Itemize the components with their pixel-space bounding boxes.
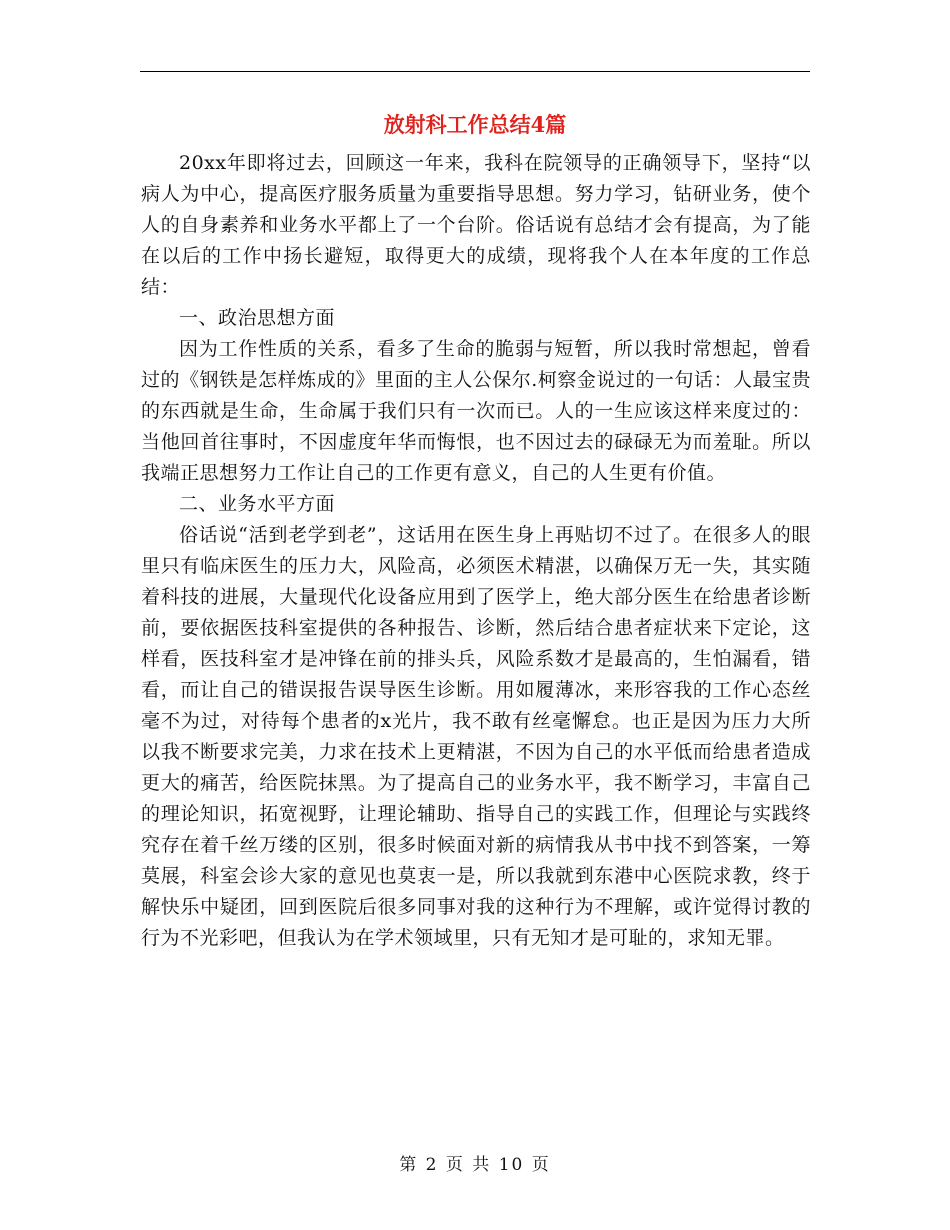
- skills-paragraph: 俗话说“活到老学到老”，这话用在医生身上再贴切不过了。在很多人的眼里只有临床医生的压力大，风险高，必须医术精湛，以确保万无一失，其实随着科技的进展，大量现代化设备应用到了医学上，绝大部分医生在给患者诊断前，要依据医技科室提供的各种报告、诊断，然后结合患者症状来下定论，这样看，医技科室才是冲锋在前的排头兵，风险系数才是最高的，生怕漏看，错看，而让自己的错误报告误导医生诊断。用如履薄冰，来形容我的工作心态丝毫不为过，对待每个患者的x光片，我不敢有丝毫懈怠。也正是因为压力大所以我不断要求完美，力求在技术上更精湛，不因为自己的水平低而给患者造成更大的痛苦，给医院抹黑。为了提高自己的业务水平，我不断学习，丰富自己的理论知识，拓宽视野，让理论辅助、指导自己的实践工作，但理论与实践终究存在着千丝万缕的区别，很多时候面对新的病情我从书中找不到答案，一筹莫展，科室会诊大家的意见也莫衷一是，所以我就到东港中心医院求教，终于解快乐中疑团，回到医院后很多同事对我的这种行为不理解，或许觉得讨教的行为不光彩吧，但我认为在学术领域里，只有无知才是可耻的，求知无罪。: [141, 524, 811, 949]
- politics-paragraph: 因为工作性质的关系，看多了生命的脆弱与短暂，所以我时常想起，曾看过的《钢铁是怎样炼成的》里面的主人公保尔.柯察金说过的一句话：人最宝贵的东西就是生命，生命属于我们只有一次而已。人的一生应该这样来度过的：当他回首往事时，不因虚度年华而悔恨，也不因过去的碌碌无为而羞耻。所以我端正思想努力工作让自己的工作更有意义，自己的人生更有价值。: [141, 338, 811, 484]
- document-body: [141, 148, 811, 954]
- document-title: 放射科工作总结4篇: [383, 112, 567, 137]
- page-number: 第 2 页 共 10 页: [399, 1155, 551, 1175]
- section-heading-skills: 二、业务水平方面: [179, 493, 336, 515]
- header-rule: [140, 71, 810, 72]
- intro-paragraph: 20xx年即将过去，回顾这一年来，我科在院领导的正确领导下，坚持“以病人为中心，提高医疗服务质量为重要指导思想。努力学习，钻研业务，使个人的自身素养和业务水平都上了一个台阶。俗话说有总结才会有提高，为了能在以后的工作中扬长避短，取得更大的成绩，现将我个人在本年度的工作总结：: [141, 152, 811, 298]
- section-heading-politics: 一、政治思想方面: [179, 307, 336, 329]
